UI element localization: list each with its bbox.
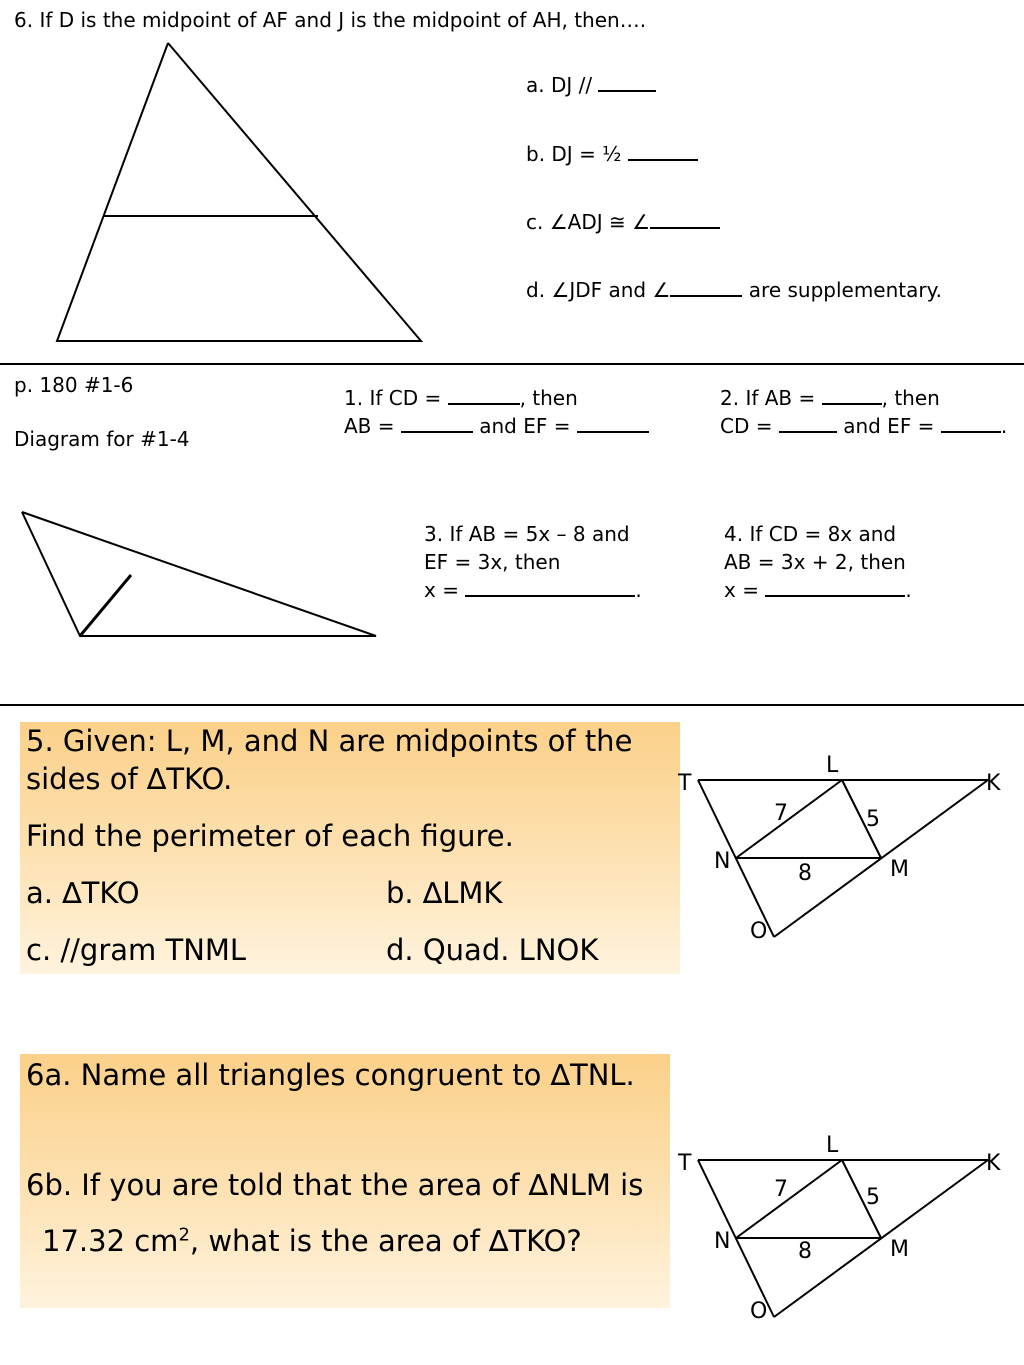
q5-d: d. Quad. LNOK: [386, 933, 599, 967]
q6b-line1: 6b. If you are told that the area of ∆NLM is: [26, 1168, 644, 1202]
label-m: M: [890, 1237, 909, 1262]
q5-find: Find the perimeter of each figure.: [26, 819, 514, 853]
triangle-tko-figure: [670, 752, 1020, 944]
problem-3: 3. If AB = 5x – 8 and EF = 3x, then x = .: [424, 522, 642, 602]
answer-blank[interactable]: [670, 277, 742, 297]
answer-blank[interactable]: [650, 209, 720, 229]
answer-blank[interactable]: [577, 413, 649, 433]
problem-4: 4. If CD = 8x and AB = 3x + 2, then x = .: [724, 522, 912, 602]
label-n: N: [714, 1229, 731, 1254]
label-seg-8: 8: [798, 861, 812, 886]
divider: [0, 704, 1024, 706]
problem-1: 1. If CD = , then AB = and EF =: [344, 384, 649, 440]
diagram-label: Diagram for #1-4: [14, 427, 190, 451]
label-t: T: [678, 1151, 692, 1176]
triangle-tko-figure-2: [670, 1132, 1020, 1324]
answer-blank[interactable]: [598, 72, 656, 92]
answer-blank[interactable]: [765, 577, 905, 597]
label-seg-7: 7: [774, 801, 788, 826]
q6a-text: 6a. Name all triangles congruent to ∆TNL.: [26, 1058, 635, 1092]
label-m: M: [890, 857, 909, 882]
label-k: K: [986, 1151, 1001, 1176]
divider: [0, 363, 1024, 365]
label-l: L: [826, 753, 839, 778]
q5-a: a. ∆TKO: [26, 876, 140, 910]
label-l: L: [826, 1133, 839, 1158]
q6-b: b. DJ = ½: [526, 141, 698, 166]
q5-given-line1: 5. Given: L, M, and N are midpoints of the: [26, 724, 633, 758]
label-o: O: [750, 919, 768, 944]
q6-a: a. DJ //: [526, 72, 656, 97]
q5-b: b. ∆LMK: [386, 876, 503, 910]
q6-c: c. ∠ADJ ≅ ∠: [526, 209, 720, 234]
answer-blank[interactable]: [822, 385, 882, 405]
diagram-1-4-figure: [18, 508, 380, 642]
page-reference: p. 180 #1-6: [14, 373, 134, 397]
q5-given-line2: sides of ∆TKO.: [26, 762, 233, 796]
answer-blank[interactable]: [448, 385, 520, 405]
label-t: T: [678, 771, 692, 796]
label-seg-8: 8: [798, 1239, 812, 1264]
triangle-afh-figure: [50, 38, 430, 348]
answer-blank[interactable]: [628, 141, 698, 161]
q6-d: d. ∠JDF and ∠ are supplementary.: [526, 278, 942, 302]
label-o: O: [750, 1299, 768, 1324]
answer-blank[interactable]: [941, 413, 1001, 433]
answer-blank[interactable]: [465, 577, 635, 597]
answer-blank[interactable]: [779, 413, 837, 433]
q5-c: c. //gram TNML: [26, 933, 247, 967]
label-n: N: [714, 849, 731, 874]
q6-prompt: 6. If D is the midpoint of AF and J is the midpoint of AH, then….: [14, 8, 647, 32]
label-seg-5: 5: [866, 1185, 880, 1210]
label-seg-7: 7: [774, 1177, 788, 1202]
problem-2: 2. If AB = , then CD = and EF = .: [720, 386, 1008, 438]
answer-blank[interactable]: [401, 413, 473, 433]
q6b-line2: 17.32 $cm^2$, what is the area of ∆TKO?: [42, 1224, 582, 1258]
label-seg-5: 5: [866, 807, 880, 832]
label-k: K: [986, 771, 1001, 796]
